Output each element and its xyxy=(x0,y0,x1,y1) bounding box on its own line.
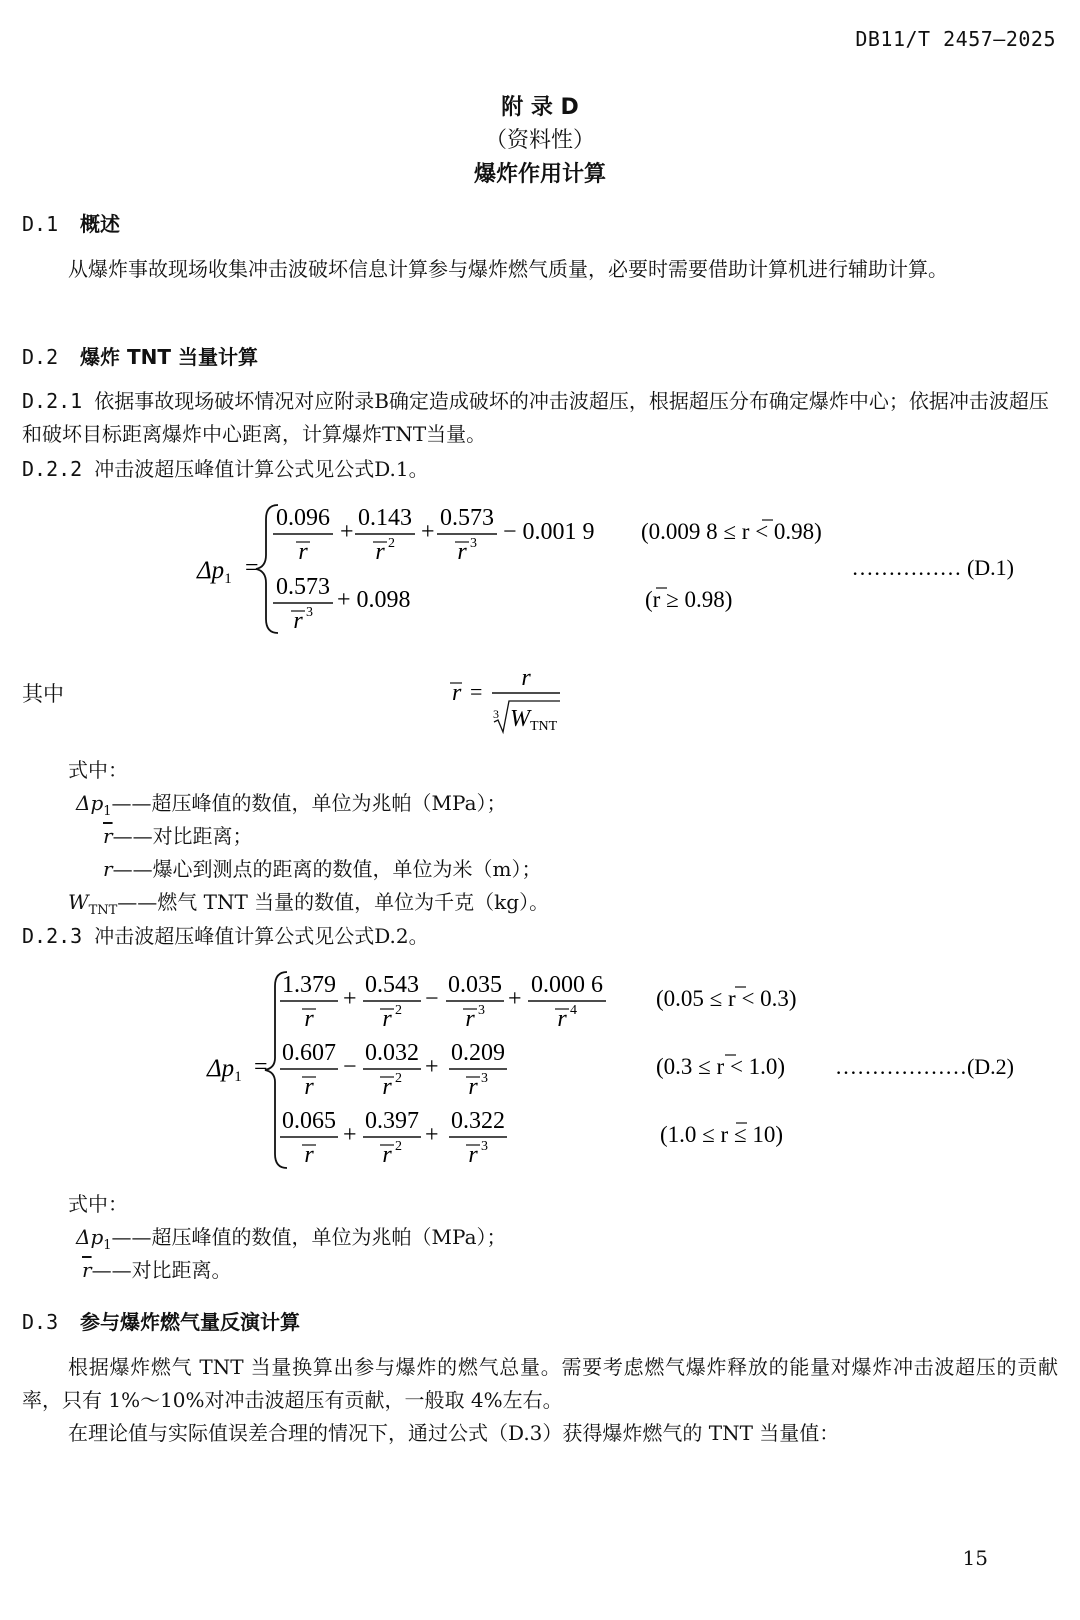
numerator: 0.143 xyxy=(358,505,412,531)
definition-item: $\overline{r}——$对比距离； xyxy=(103,824,253,848)
plus-sign: + xyxy=(343,986,357,1012)
section-number: D.3 xyxy=(22,1310,59,1334)
section-d3-paragraph-1: 根据爆炸燃气 TNT 当量换算出参与爆炸的燃气总量。需要考虑燃气爆炸释放的能量对爆炸冲击波超压的贡献率，只有 1%～10%对冲击波超压有贡献，一般取 4%左右。 xyxy=(22,1355,1058,1412)
section-d1-text: 从爆炸事故现场收集冲击波破坏信息计算参与爆炸燃气质量，必要时需要借助计算机进行辅助计算。 xyxy=(68,257,948,281)
denominator-r: r xyxy=(304,1142,314,1168)
denominator-r: r xyxy=(382,1006,392,1032)
section-d2-heading xyxy=(22,341,258,370)
numerator: 0.096 xyxy=(276,505,330,531)
radicand: WTNT xyxy=(510,706,558,734)
equals-sign: = xyxy=(254,1054,268,1080)
plus-sign: + xyxy=(508,986,522,1012)
section-number: D.1 xyxy=(22,212,59,236)
plus-sign: + xyxy=(340,519,354,545)
r-bar: r xyxy=(452,680,462,706)
plus-sign: + xyxy=(343,1122,357,1148)
section-title: 爆炸 TNT 当量计算 xyxy=(80,345,258,369)
denominator-r: r xyxy=(382,1074,392,1100)
section-number: D.2 xyxy=(22,345,59,369)
minus-sign: − xyxy=(343,1054,357,1080)
denominator-r: r xyxy=(457,539,467,565)
reduced-distance-intro: 其中 xyxy=(22,682,64,706)
exponent: 3 xyxy=(470,536,477,551)
clause-number: D.2.1 xyxy=(22,389,83,413)
appendix-title: 附 录 D xyxy=(501,95,579,120)
numerator: 0.397 xyxy=(365,1108,419,1134)
standard-code: DB11/T 2457—2025 xyxy=(855,27,1056,51)
numerator: 0.573 xyxy=(440,505,494,531)
page-number: 15 xyxy=(962,1546,988,1570)
condition: (1.0 ≤ r ≤ 10) xyxy=(660,1122,783,1147)
definition-item: $\Delta p_1——$超压峰值的数值，单位为兆帕（MPa）； xyxy=(76,791,507,819)
numerator: 1.379 xyxy=(282,972,336,998)
minus-sign: − xyxy=(425,986,439,1012)
numerator: 0.573 xyxy=(276,574,330,600)
where-intro: 式中： xyxy=(68,1192,128,1216)
definition-item: $W_{TNT}——$燃气 TNT 当量的数值，单位为千克（kg）。 xyxy=(68,890,550,918)
numerator: 0.065 xyxy=(282,1108,336,1134)
denominator-r: r xyxy=(468,1142,478,1168)
formula-d2 xyxy=(0,962,1080,1177)
constant: + 0.098 xyxy=(337,587,411,613)
clause-text: 冲击波超压峰值计算公式见公式D.1。 xyxy=(94,457,429,481)
numerator: 0.543 xyxy=(365,972,419,998)
clause-text: 冲击波超压峰值计算公式见公式D.2。 xyxy=(94,924,429,948)
denominator-r: r xyxy=(293,608,303,634)
exponent: 2 xyxy=(395,1139,402,1154)
equals-sign: = xyxy=(470,679,483,704)
plus-sign: + xyxy=(421,519,435,545)
plus-sign: + xyxy=(425,1122,439,1148)
exponent: 3 xyxy=(481,1071,488,1086)
clause-d22 xyxy=(22,453,1058,486)
root-index: 3 xyxy=(493,707,499,721)
definition-item: $\Delta p_1——$超压峰值的数值，单位为兆帕（MPa）； xyxy=(76,1225,507,1253)
definition-item: $\overline{r}——$对比距离。 xyxy=(82,1258,232,1282)
denominator-r: r xyxy=(465,1006,475,1032)
denominator-r: r xyxy=(557,1006,567,1032)
formula-lhs: $\Delta p_1$ xyxy=(197,557,232,587)
exponent: 2 xyxy=(395,1003,402,1018)
constant: − 0.001 9 xyxy=(503,519,595,545)
numerator: 0.209 xyxy=(451,1040,505,1066)
left-brace xyxy=(256,505,278,633)
numerator: 0.322 xyxy=(451,1108,505,1134)
clause-d23 xyxy=(22,920,1058,953)
appendix-name: 爆炸作用计算 xyxy=(473,162,606,187)
definition-item: r——爆心到测点的距离的数值，单位为米（m）； xyxy=(103,857,542,881)
plus-sign: + xyxy=(425,1054,439,1080)
exponent: 4 xyxy=(570,1003,577,1018)
numerator: r xyxy=(521,665,531,691)
denominator-r: r xyxy=(298,539,308,565)
formula-label: ………………(D.2) xyxy=(834,1054,1014,1079)
exponent: 3 xyxy=(306,605,313,620)
appendix-nature: （资料性） xyxy=(484,128,595,153)
condition: (0.3 ≤ r < 1.0) xyxy=(656,1054,786,1079)
where-intro: 式中： xyxy=(68,758,128,782)
section-title: 概述 xyxy=(80,212,120,236)
formula-reduced-distance xyxy=(440,660,580,740)
numerator: 0.035 xyxy=(448,972,502,998)
clause-number: D.2.3 xyxy=(22,924,83,948)
formula-label: …………… (D.1) xyxy=(851,555,1014,580)
denominator-r: r xyxy=(382,1142,392,1168)
section-d3-paragraph-2: 在理论值与实际值误差合理的情况下，通过公式（D.3）获得爆炸燃气的 TNT 当量值： xyxy=(68,1421,840,1445)
section-d3-heading xyxy=(22,1306,300,1335)
equals-sign: = xyxy=(245,555,259,581)
denominator-r: r xyxy=(304,1074,314,1100)
condition: (0.009 8 ≤ r < 0.98) xyxy=(641,519,822,544)
denominator-r: r xyxy=(468,1074,478,1100)
condition: (r ≥ 0.98) xyxy=(645,587,733,612)
section-title: 参与爆炸燃气量反演计算 xyxy=(80,1310,300,1334)
numerator: 0.032 xyxy=(365,1040,419,1066)
clause-text: 依据事故现场破坏情况对应附录B确定造成破坏的冲击波超压，根据超压分布确定爆炸中心；依据冲击波超压和破坏目标距离爆炸中心距离，计算爆炸TNT当量。 xyxy=(22,389,1049,446)
exponent: 3 xyxy=(481,1139,488,1154)
clause-d21 xyxy=(22,385,1058,451)
formula-lhs: $\Delta p_1$ xyxy=(207,1055,242,1085)
section-d1-heading xyxy=(22,208,120,237)
formula-d1 xyxy=(0,495,1080,640)
exponent: 3 xyxy=(478,1003,485,1018)
numerator: 0.000 6 xyxy=(531,972,603,998)
exponent: 2 xyxy=(388,536,395,551)
exponent: 2 xyxy=(395,1071,402,1086)
numerator: 0.607 xyxy=(282,1040,336,1066)
clause-number: D.2.2 xyxy=(22,457,83,481)
condition: (0.05 ≤ r < 0.3) xyxy=(656,986,797,1011)
denominator-r: r xyxy=(304,1006,314,1032)
denominator-r: r xyxy=(375,539,385,565)
